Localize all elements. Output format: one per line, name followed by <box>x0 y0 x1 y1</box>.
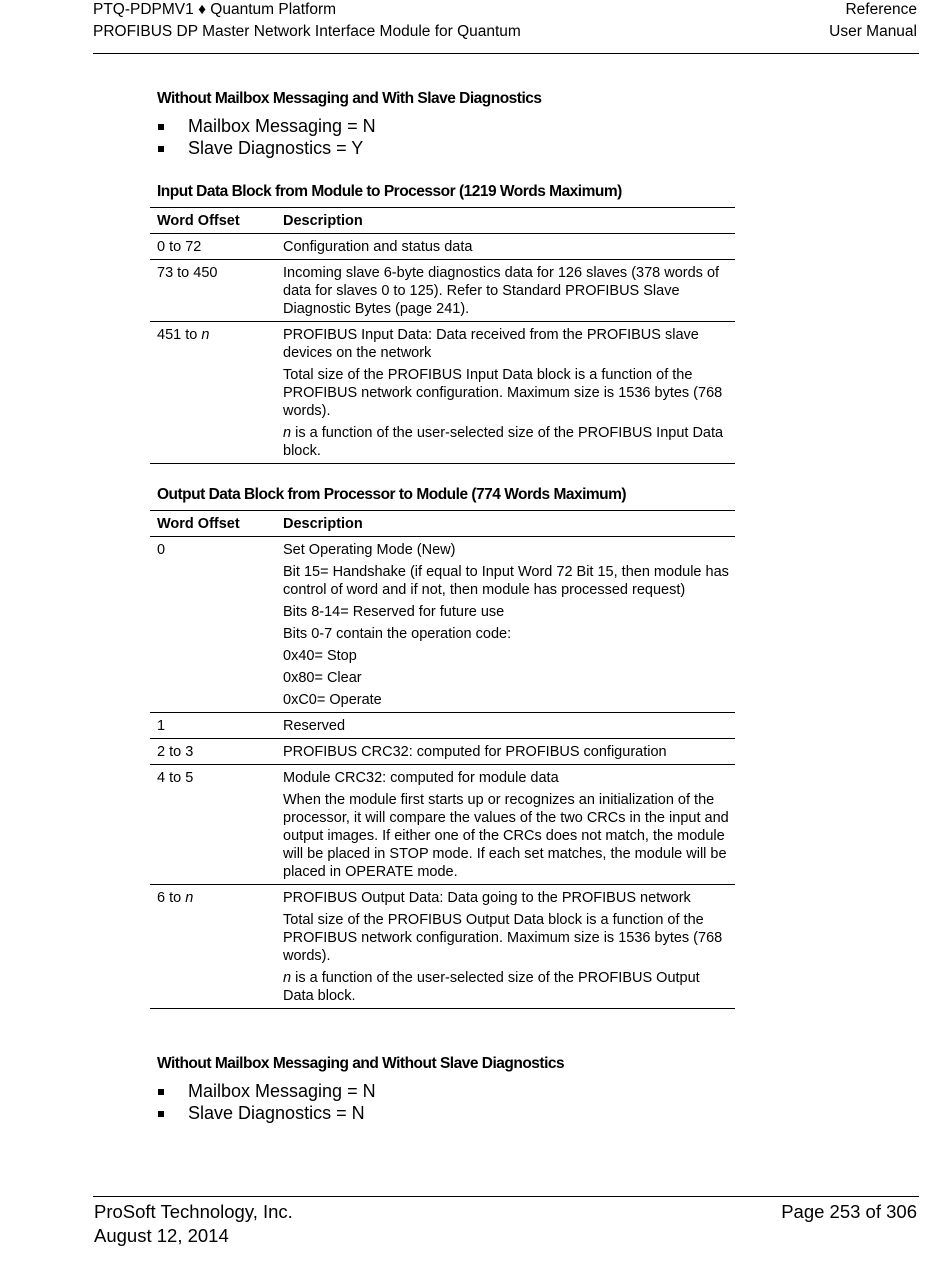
table-row <box>150 713 735 739</box>
page-header <box>93 0 919 54</box>
bullet-square-icon <box>158 146 164 152</box>
description <box>276 537 735 713</box>
bullet-square-icon <box>158 124 164 130</box>
variable-n: n <box>283 425 292 441</box>
description <box>276 765 735 885</box>
description-text: When the module first starts up or recognizes an initialization of the processor, it will compare the values of the two CRCs in the input and output images. If either one of the CRCs does not match, the module will be placed in STOP mode. If each set matches, the module will be placed in OPERATE mode. <box>283 792 729 880</box>
table-row <box>150 739 735 765</box>
list-item <box>157 137 737 159</box>
word-offset: 0 to 72 <box>150 234 276 260</box>
word-offset: 4 to 5 <box>150 765 276 885</box>
description-text: 0x40= Stop <box>283 648 357 664</box>
description-text: 0xC0= Operate <box>283 692 382 708</box>
word-offset <box>150 885 276 1009</box>
section-title: Without Mailbox Messaging and Without Slave Diagnostics <box>157 1055 565 1072</box>
description-text: Bits 8-14= Reserved for future use <box>283 604 505 620</box>
description-text: PROFIBUS CRC32: computed for PROFIBUS configuration <box>283 744 667 760</box>
header-left <box>93 0 521 43</box>
output-data-table <box>150 510 735 1009</box>
bullet-list <box>157 1080 737 1124</box>
list-item-text: Slave Diagnostics = N <box>188 1103 365 1123</box>
description-text: Bits 0-7 contain the operation code: <box>283 626 512 642</box>
list-item <box>157 115 737 137</box>
table-row <box>150 537 735 713</box>
col-header-description: Description <box>276 208 735 234</box>
variable-n: n <box>283 970 292 986</box>
table-row <box>150 765 735 885</box>
header-subtitle: PROFIBUS DP Master Network Interface Module for Quantum <box>93 23 521 40</box>
description-text: 0x80= Clear <box>283 670 362 686</box>
description-text: Reserved <box>283 718 346 734</box>
description-text: Set Operating Mode (New) <box>283 542 456 558</box>
input-data-table <box>150 207 735 464</box>
header-reference: Reference <box>845 1 917 18</box>
footer-date: August 12, 2014 <box>94 1225 229 1246</box>
description-text <box>283 969 729 1005</box>
offset-variable: n <box>185 890 194 906</box>
table-row <box>150 234 735 260</box>
offset-variable: n <box>201 327 210 343</box>
description-text: Bit 15= Handshake (if equal to Input Word 72 Bit 15, then module has control of word and if not, then module has processed request) <box>283 564 729 598</box>
input-table-title: Input Data Block from Module to Processor (1219 Words Maximum) <box>157 183 622 200</box>
word-offset: 2 to 3 <box>150 739 276 765</box>
description-text: PROFIBUS Output Data: Data going to the PROFIBUS network <box>283 890 691 906</box>
word-offset: 73 to 450 <box>150 260 276 322</box>
description-text: Module CRC32: computed for module data <box>283 770 559 786</box>
description-text: PROFIBUS Input Data: Data received from the PROFIBUS slave devices on the network <box>283 327 699 361</box>
description-tail: is a function of the user-selected size of the PROFIBUS Output Data block. <box>283 970 700 1004</box>
bullet-square-icon <box>158 1089 164 1095</box>
footer-company: ProSoft Technology, Inc. <box>94 1201 293 1222</box>
description <box>276 713 735 739</box>
header-manual: User Manual <box>829 23 917 40</box>
offset-prefix: 6 to <box>157 890 186 906</box>
description <box>276 739 735 765</box>
header-product: PTQ-PDPMV1 ♦ Quantum Platform <box>93 1 337 18</box>
bullet-list <box>157 115 737 159</box>
table-header-row <box>150 511 735 537</box>
description-text <box>283 424 729 460</box>
output-table-title: Output Data Block from Processor to Module (774 Words Maximum) <box>157 486 627 503</box>
description-text: Total size of the PROFIBUS Output Data block is a function of the PROFIBUS network configuration. Maximum size is 1536 bytes (768 words). <box>283 912 723 964</box>
description-text: Configuration and status data <box>283 239 473 255</box>
footer-left <box>94 1200 293 1248</box>
section-title: Without Mailbox Messaging and With Slave Diagnostics <box>157 90 542 107</box>
description <box>276 260 735 322</box>
word-offset <box>150 322 276 464</box>
bullet-square-icon <box>158 1111 164 1117</box>
description <box>276 885 735 1009</box>
description <box>276 322 735 464</box>
word-offset: 1 <box>150 713 276 739</box>
description-tail: is a function of the user-selected size of the PROFIBUS Input Data block. <box>283 425 724 459</box>
list-item <box>157 1080 737 1102</box>
page-content <box>157 90 737 1124</box>
table-row <box>150 885 735 1009</box>
description-text: Total size of the PROFIBUS Input Data block is a function of the PROFIBUS network configuration. Maximum size is 1536 bytes (768 words). <box>283 367 723 419</box>
offset-prefix: 451 to <box>157 327 202 343</box>
table-header-row <box>150 208 735 234</box>
word-offset: 0 <box>150 537 276 713</box>
page-footer <box>93 1196 919 1246</box>
col-header-description: Description <box>276 511 735 537</box>
col-header-offset: Word Offset <box>150 208 276 234</box>
description <box>276 234 735 260</box>
table-row <box>150 260 735 322</box>
list-item-text: Mailbox Messaging = N <box>188 116 376 136</box>
list-item-text: Mailbox Messaging = N <box>188 1081 376 1101</box>
col-header-offset: Word Offset <box>150 511 276 537</box>
description-text: Incoming slave 6-byte diagnostics data for 126 slaves (378 words of data for slaves 0 to 125). Refer to Standard PROFIBUS Slave Diagnostic Bytes (page 241). <box>283 265 720 317</box>
header-right <box>829 0 917 43</box>
list-item <box>157 1102 737 1124</box>
footer-page-number: Page 253 of 306 <box>781 1201 917 1222</box>
table-row <box>150 322 735 464</box>
list-item-text: Slave Diagnostics = Y <box>188 138 364 158</box>
